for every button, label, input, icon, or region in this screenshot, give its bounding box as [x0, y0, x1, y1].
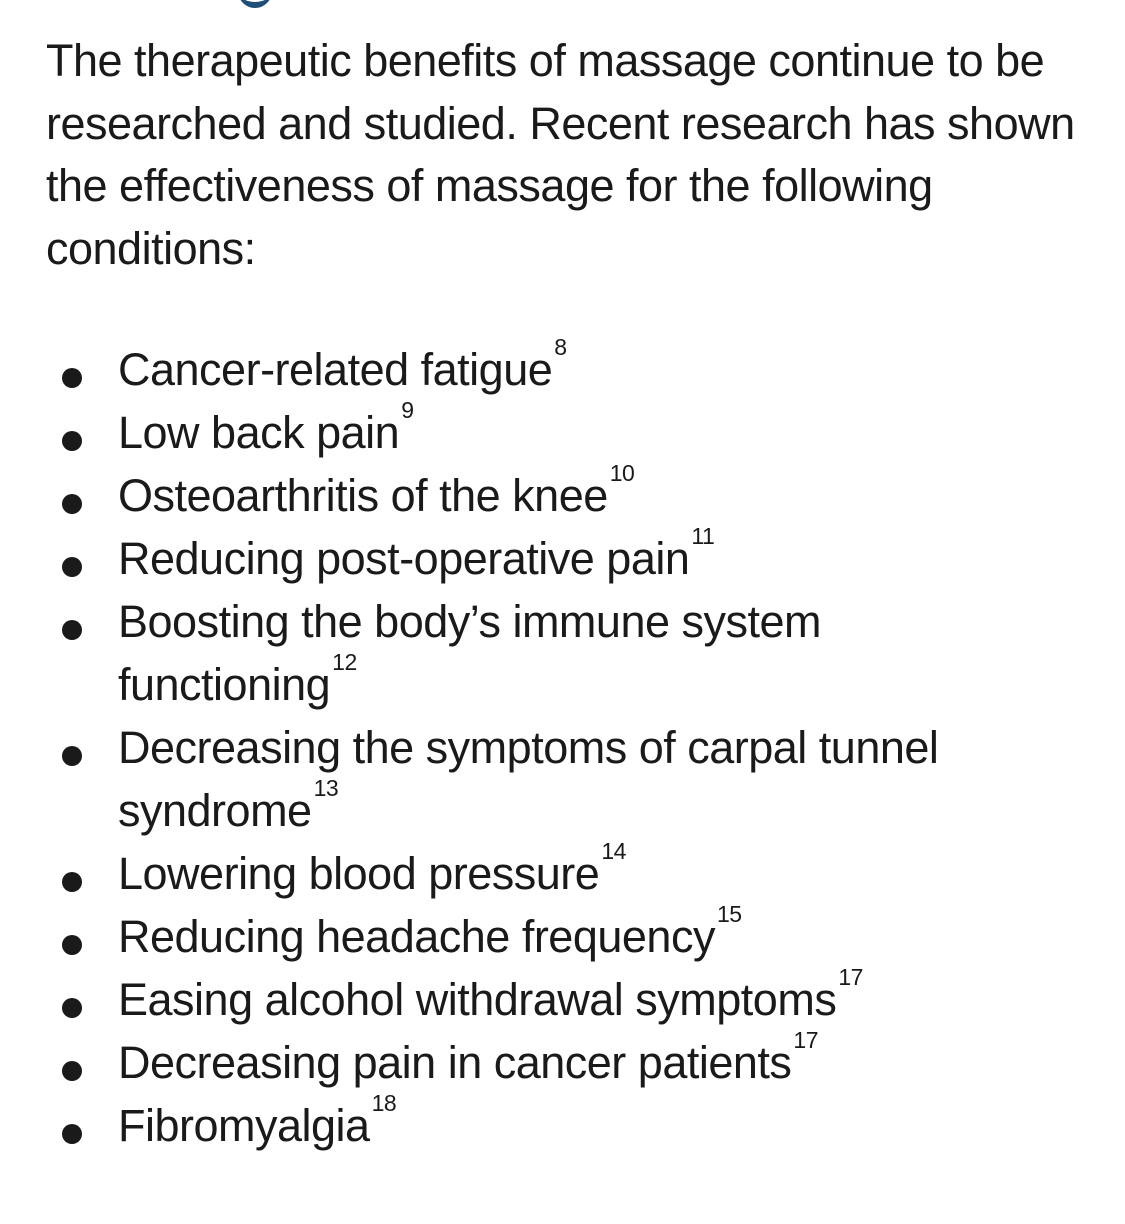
- citation-ref: 17: [793, 1027, 818, 1053]
- citation-ref: 14: [601, 838, 626, 864]
- condition-label: Osteoarthritis of the knee: [118, 470, 608, 521]
- list-item: [0, 523, 1100, 590]
- intro-paragraph: The therapeutic benefits of massage continue to be researched and studied. Recent research has shown the effectiveness of massage for the following conditions:: [46, 35, 1075, 274]
- citation-ref: 17: [838, 964, 863, 990]
- citation-ref: 12: [332, 649, 357, 675]
- list-item: [0, 901, 1100, 968]
- bullet-icon: [62, 1124, 82, 1144]
- heading-fragment: [238, 0, 272, 8]
- list-item: [0, 460, 1100, 527]
- list-item: [0, 334, 1100, 401]
- condition-label: Decreasing pain in cancer patients: [118, 1037, 792, 1088]
- citation-ref: 8: [554, 334, 567, 360]
- condition-label: Easing alcohol withdrawal symptoms: [118, 974, 837, 1025]
- bullet-icon: [62, 998, 82, 1018]
- list-item: [0, 838, 1100, 905]
- condition-label: Reducing post-operative pain: [118, 533, 690, 584]
- list-item: [0, 716, 1100, 842]
- list-item: [0, 1027, 1100, 1094]
- conditions-list: [0, 334, 1100, 1157]
- condition-label: Low back pain: [118, 407, 400, 458]
- bullet-icon: [62, 620, 82, 640]
- citation-ref: 15: [716, 901, 742, 927]
- citation-ref: 11: [691, 523, 715, 549]
- citation-ref: 18: [371, 1090, 397, 1116]
- bullet-icon: [62, 368, 82, 388]
- citation-ref: 9: [401, 397, 414, 423]
- condition-label: Reducing headache frequency: [118, 911, 715, 962]
- bullet-icon: [62, 1061, 82, 1081]
- bullet-icon: [62, 431, 82, 451]
- list-item: [0, 964, 1100, 1031]
- condition-label: Decreasing the symptoms of carpal tunnel syndrome: [118, 722, 939, 836]
- condition-label: Boosting the body’s immune system functioning: [118, 596, 822, 710]
- list-item: [0, 397, 1100, 464]
- bullet-icon: [62, 935, 82, 955]
- bullet-icon: [62, 872, 82, 892]
- condition-label: Lowering blood pressure: [118, 848, 600, 899]
- list-item: [0, 590, 1100, 716]
- bullet-icon: [62, 494, 82, 514]
- bullet-icon: [62, 557, 82, 577]
- bullet-icon: [62, 746, 82, 766]
- citation-ref: 10: [609, 460, 635, 486]
- condition-label: Fibromyalgia: [118, 1100, 370, 1151]
- citation-ref: 13: [313, 775, 339, 801]
- condition-label: Cancer-related fatigue: [118, 344, 553, 395]
- list-item: [0, 1090, 1100, 1157]
